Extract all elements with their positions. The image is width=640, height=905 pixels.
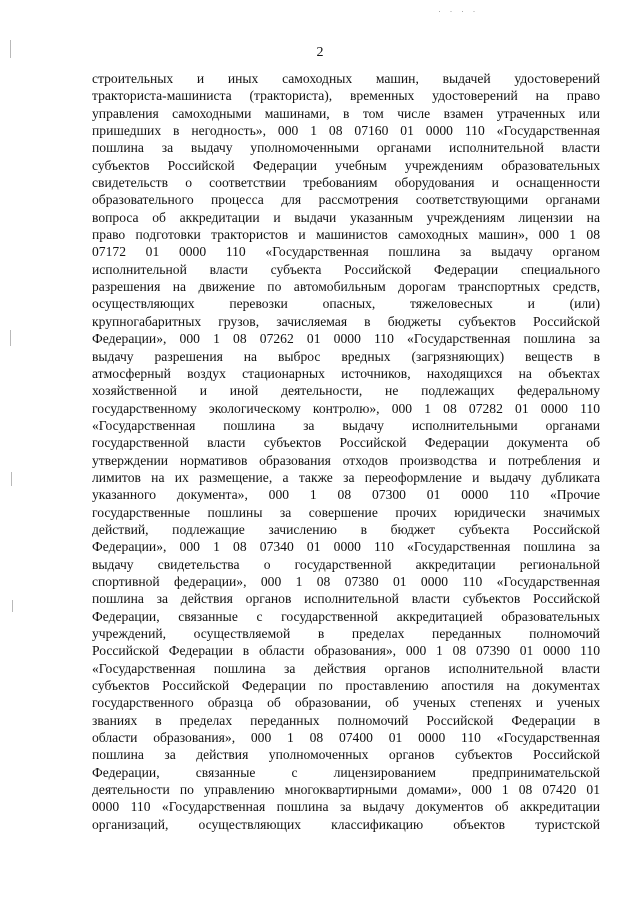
text-line: действий, подлежащие зачислению в бюджет субъекта Российской [92, 521, 600, 537]
text-line: 0000 110 «Государственная пошлина за выдачу документов об аккредитации [92, 799, 600, 815]
text-line: организаций, осуществляющих классификацию объектов туристской [92, 816, 600, 832]
text-line: осуществляющих перевозки опасных, тяжеловесных и (или) [92, 296, 600, 312]
scan-edge-mark [10, 330, 11, 346]
text-line: выдачу разрешения на выброс вредных (загрязняющих) веществ в [92, 348, 600, 364]
text-line: области образования», 000 1 08 07400 01 0000 110 «Государственная [92, 730, 600, 746]
text-line: выдачу свидетельства о государственной аккредитации региональной [92, 556, 600, 572]
text-line: государственного образца об образовании, об ученых степенях и ученых [92, 695, 600, 711]
text-line: исполнительной власти субъекта Российской Федерации специального [92, 261, 600, 277]
text-line: Федерации, связанные с государственной аккредитацией образовательных [92, 608, 600, 624]
text-line: указанного документа», 000 1 08 07300 01 0000 110 «Прочие [92, 487, 600, 503]
page-number: 2 [316, 45, 324, 60]
text-line: образовательного процесса для рассмотрения соответствующими органами [92, 192, 600, 208]
text-line: право подготовки трактористов и машинистов самоходных машин», 000 1 08 [92, 227, 600, 243]
text-line: тракториста-машиниста (тракториста), временных удостоверений на право [92, 88, 600, 104]
document-text [92, 70, 600, 833]
text-line: субъектов Российской Федерации учебным учреждениям образовательных [92, 157, 600, 173]
text-line: пришедших в негодность», 000 1 08 07160 01 0000 110 «Государственная [92, 123, 600, 139]
text-line: «Государственная пошлина за действия органов исполнительной власти [92, 660, 600, 676]
scan-edge-mark [12, 600, 13, 612]
text-line: вопроса об аккредитации и выдачи указанным учреждениям лицензии на [92, 209, 600, 225]
scan-artifact: · · · · [438, 6, 479, 16]
text-line: строительных и иных самоходных машин, выдачей удостоверений [92, 71, 600, 86]
text-line: свидетельств о соответствии требованиям оборудования и оснащенности [92, 175, 600, 191]
text-line: пошлина за действия органов исполнительной власти субъектов Российской [92, 591, 600, 607]
text-line: утверждении нормативов образования отходов производства и потребления и [92, 452, 600, 468]
text-line: Федерации», 000 1 08 07262 01 0000 110 «Государственная пошлина за [92, 331, 600, 347]
text-line: званиях в пределах переданных полномочий Российской Федерации в [92, 712, 600, 728]
text-line: атмосферный воздух стационарных источников, находящихся на объектах [92, 365, 600, 381]
text-line: 07172 01 0000 110 «Государственная пошлина за выдачу органом [92, 244, 600, 260]
text-line: пошлина за действия уполномоченных органов субъектов Российской [92, 747, 600, 763]
text-line: субъектов Российской Федерации по проставлению апостиля на документах [92, 678, 600, 694]
text-line: «Государственная пошлина за выдачу исполнительными органами [92, 417, 600, 433]
text-line: спортивной федерации», 000 1 08 07380 01 0000 110 «Государственная [92, 573, 600, 589]
text-line: учреждений, осуществляемой в пределах переданных полномочий [92, 626, 600, 641]
text-line: крупногабаритных грузов, зачисляемая в бюджеты субъектов Российской [92, 313, 600, 329]
scan-edge-mark [11, 472, 12, 486]
text-line: деятельности по управлению многоквартирными домами», 000 1 08 07420 01 [92, 782, 600, 798]
text-line: пошлина за выдачу уполномоченными органами исполнительной власти [92, 140, 600, 156]
text-line: разрешения на движение по автомобильным дорогам транспортных средств, [92, 279, 600, 295]
text-line: государственные пошлины за совершение прочих юридически значимых [92, 504, 600, 520]
text-line: Федерации, связанные с лицензированием предпринимательской [92, 764, 600, 780]
text-line: Российской Федерации в области образования», 000 1 08 07390 01 0000 110 [92, 643, 600, 659]
text-line: лимитов на их размещение, а также за переоформление и выдачу дубликата [92, 469, 600, 485]
text-line: государственной власти субъектов Российской Федерации документа об [92, 435, 600, 451]
text-line: Федерации», 000 1 08 07340 01 0000 110 «Государственная пошлина за [92, 539, 600, 555]
text-line: государственному экологическому контролю», 000 1 08 07282 01 0000 110 [92, 400, 600, 416]
text-line: хозяйственной и иной деятельности, не подлежащих федеральному [92, 383, 600, 399]
text-line: управления самоходными машинами, в том числе взамен утраченных или [92, 105, 600, 121]
